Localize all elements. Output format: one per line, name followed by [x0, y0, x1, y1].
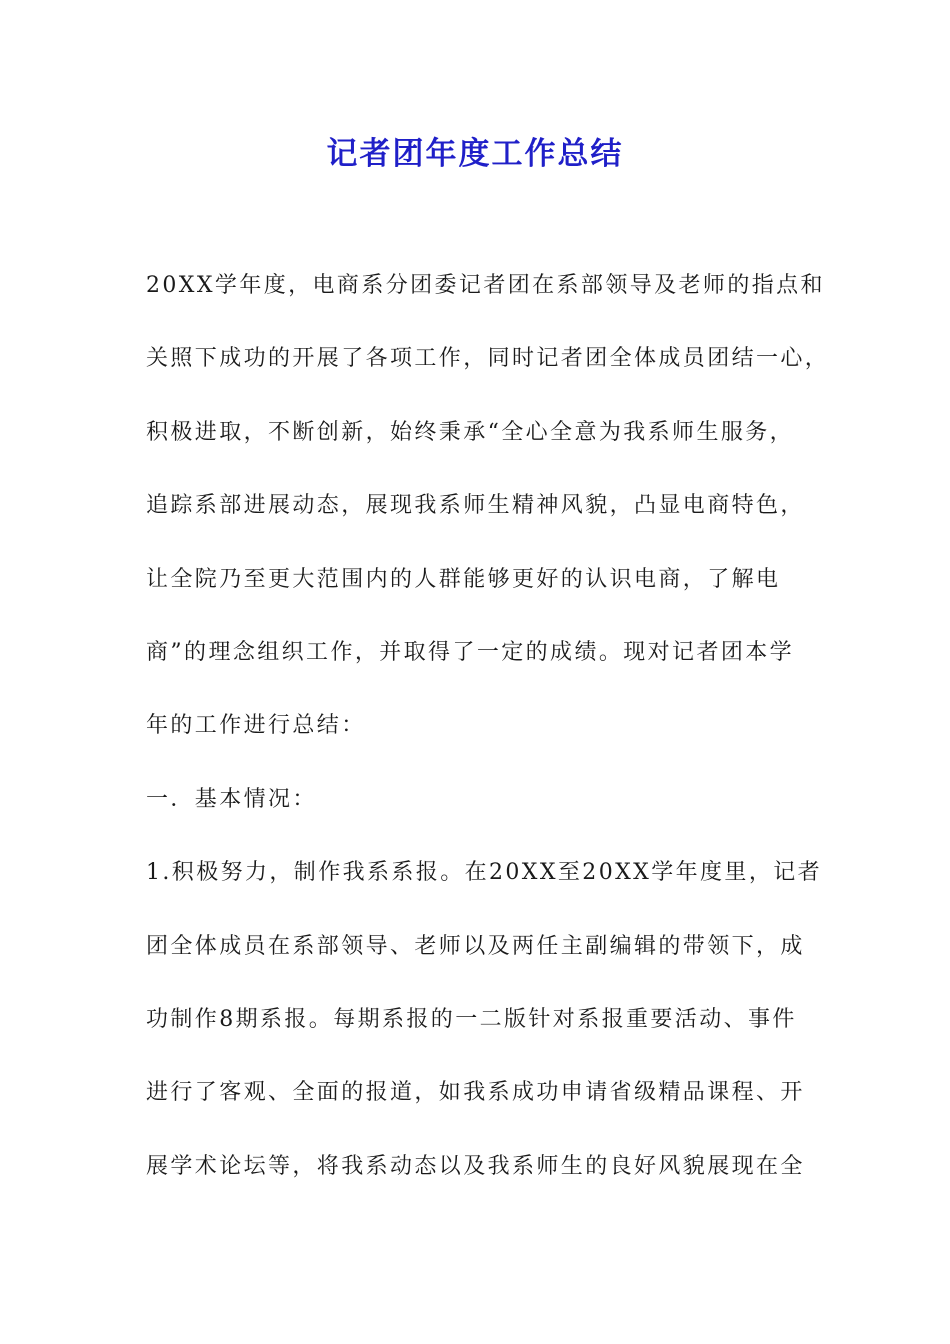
document-body — [146, 258, 830, 1212]
text-line: 让全院乃至更大范围内的人群能够更好的认识电商，了解电 — [146, 566, 781, 592]
document-title: 记者团年度工作总结 — [326, 136, 624, 172]
text-line: 展学术论坛等，将我系动态以及我系师生的良好风貌展现在全 — [146, 1153, 805, 1179]
text-line: 年的工作进行总结： — [146, 713, 366, 739]
section-heading: 一．基本情况： — [146, 786, 317, 812]
text-line: 团全体成员在系部领导、老师以及两任主副编辑的带领下，成 — [146, 933, 805, 959]
text-line: 功制作8期系报。每期系报的一二版针对系报重要活动、事件 — [146, 1006, 797, 1032]
text-line: 积极进取，不断创新，始终秉承“全心全意为我系师生服务， — [146, 419, 795, 445]
text-line: 追踪系部进展动态，展现我系师生精神风貌，凸显电商特色， — [146, 493, 805, 519]
text-line: 进行了客观、全面的报道，如我系成功申请省级精品课程、开 — [146, 1080, 805, 1106]
text-line: 20XX学年度，电商系分团委记者团在系部领导及老师的指点和 — [146, 273, 825, 298]
text-line: 关照下成功的开展了各项工作，同时记者团全体成员团结一心， — [146, 346, 830, 372]
text-line: 1.积极努力，制作我系系报。在20XX至20XX学年度里，记者 — [146, 860, 823, 886]
text-line: 商”的理念组织工作，并取得了一定的成绩。现对记者团本学 — [146, 639, 795, 665]
